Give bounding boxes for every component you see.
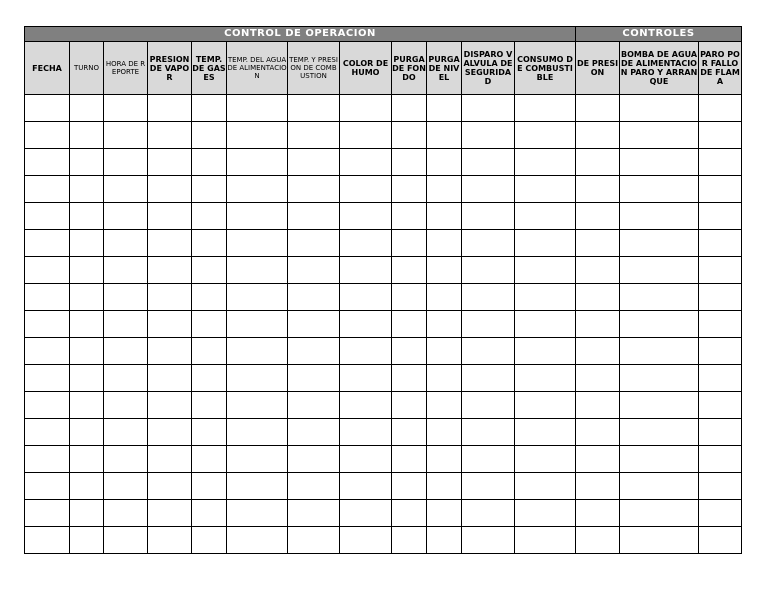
entry-cell[interactable] bbox=[699, 95, 742, 122]
entry-cell[interactable] bbox=[104, 500, 148, 527]
entry-cell[interactable] bbox=[192, 473, 227, 500]
entry-cell[interactable] bbox=[70, 230, 104, 257]
entry-cell[interactable] bbox=[699, 284, 742, 311]
entry-cell[interactable] bbox=[227, 122, 288, 149]
entry-cell[interactable] bbox=[515, 149, 576, 176]
entry-cell[interactable] bbox=[427, 203, 462, 230]
entry-cell[interactable] bbox=[427, 392, 462, 419]
entry-cell[interactable] bbox=[427, 149, 462, 176]
entry-cell[interactable] bbox=[340, 203, 392, 230]
entry-cell[interactable] bbox=[462, 365, 515, 392]
entry-cell[interactable] bbox=[288, 284, 340, 311]
entry-cell[interactable] bbox=[70, 95, 104, 122]
entry-cell[interactable] bbox=[70, 149, 104, 176]
entry-cell[interactable] bbox=[515, 95, 576, 122]
entry-cell[interactable] bbox=[620, 95, 699, 122]
entry-cell[interactable] bbox=[699, 176, 742, 203]
entry-cell[interactable] bbox=[227, 365, 288, 392]
col-header-temp-agua-alimentacion: TEMP. DEL AGUA DE ALIMENTACION bbox=[227, 42, 288, 95]
entry-cell[interactable] bbox=[25, 473, 70, 500]
col-header-paro-fallo-flama: PARO POR FALLO DE FLAMA bbox=[699, 42, 742, 95]
entry-cell[interactable] bbox=[104, 338, 148, 365]
entry-cell[interactable] bbox=[392, 122, 427, 149]
entry-cell[interactable] bbox=[462, 95, 515, 122]
entry-cell[interactable] bbox=[620, 176, 699, 203]
entry-cell[interactable] bbox=[392, 392, 427, 419]
entry-cell[interactable] bbox=[462, 392, 515, 419]
entry-cell[interactable] bbox=[515, 500, 576, 527]
entry-cell[interactable] bbox=[70, 257, 104, 284]
entry-cell[interactable] bbox=[620, 284, 699, 311]
entry-cell[interactable] bbox=[462, 230, 515, 257]
entry-cell[interactable] bbox=[340, 446, 392, 473]
entry-cell[interactable] bbox=[427, 122, 462, 149]
entry-cell[interactable] bbox=[148, 446, 192, 473]
entry-cell[interactable] bbox=[192, 338, 227, 365]
entry-cell[interactable] bbox=[576, 95, 620, 122]
entry-cell[interactable] bbox=[25, 95, 70, 122]
entry-cell[interactable] bbox=[392, 203, 427, 230]
entry-cell[interactable] bbox=[25, 257, 70, 284]
entry-cell[interactable] bbox=[576, 446, 620, 473]
entry-cell[interactable] bbox=[104, 446, 148, 473]
col-header-purga-fondo: PURGA DE FONDO bbox=[392, 42, 427, 95]
col-header-consumo-combustible: CONSUMO DE COMBUSTIBLE bbox=[515, 42, 576, 95]
entry-cell[interactable] bbox=[576, 284, 620, 311]
entry-cell[interactable] bbox=[25, 527, 70, 554]
entry-cell[interactable] bbox=[104, 392, 148, 419]
entry-cell[interactable] bbox=[104, 176, 148, 203]
entry-cell[interactable] bbox=[25, 365, 70, 392]
entry-cell[interactable] bbox=[192, 95, 227, 122]
entry-cell[interactable] bbox=[340, 392, 392, 419]
entry-cell[interactable] bbox=[515, 122, 576, 149]
entry-cell[interactable] bbox=[340, 122, 392, 149]
entry-cell[interactable] bbox=[227, 95, 288, 122]
entry-cell[interactable] bbox=[620, 257, 699, 284]
entry-cell[interactable] bbox=[699, 122, 742, 149]
entry-cell[interactable] bbox=[515, 473, 576, 500]
entry-cell[interactable] bbox=[192, 203, 227, 230]
entry-cell[interactable] bbox=[192, 419, 227, 446]
entry-cell[interactable] bbox=[620, 500, 699, 527]
entry-cell[interactable] bbox=[392, 257, 427, 284]
entry-cell[interactable] bbox=[427, 446, 462, 473]
table-row bbox=[25, 176, 742, 203]
entry-cell[interactable] bbox=[25, 203, 70, 230]
table-row bbox=[25, 122, 742, 149]
operation-group-header: CONTROL DE OPERACION bbox=[25, 27, 576, 42]
entry-cell[interactable] bbox=[192, 527, 227, 554]
entry-cell[interactable] bbox=[227, 392, 288, 419]
entry-cell[interactable] bbox=[392, 365, 427, 392]
entry-cell[interactable] bbox=[104, 419, 148, 446]
entry-cell[interactable] bbox=[515, 176, 576, 203]
entry-cell[interactable] bbox=[576, 176, 620, 203]
entry-cell[interactable] bbox=[340, 419, 392, 446]
entry-cell[interactable] bbox=[699, 419, 742, 446]
entry-cell[interactable] bbox=[462, 473, 515, 500]
operation-log-form bbox=[24, 26, 742, 554]
entry-cell[interactable] bbox=[25, 338, 70, 365]
entry-cell[interactable] bbox=[25, 176, 70, 203]
entry-cell[interactable] bbox=[227, 500, 288, 527]
entry-cell[interactable] bbox=[288, 392, 340, 419]
entry-cell[interactable] bbox=[148, 176, 192, 203]
table-row bbox=[25, 257, 742, 284]
entry-cell[interactable] bbox=[192, 311, 227, 338]
table-row bbox=[25, 284, 742, 311]
entry-cell[interactable] bbox=[620, 365, 699, 392]
entry-cell[interactable] bbox=[148, 500, 192, 527]
entry-cell[interactable] bbox=[192, 284, 227, 311]
entry-cell[interactable] bbox=[192, 230, 227, 257]
entry-cell[interactable] bbox=[427, 311, 462, 338]
entry-cell[interactable] bbox=[515, 338, 576, 365]
entry-cell[interactable] bbox=[25, 446, 70, 473]
entry-cell[interactable] bbox=[340, 176, 392, 203]
entry-cell[interactable] bbox=[462, 203, 515, 230]
entry-cell[interactable] bbox=[515, 311, 576, 338]
entry-cell[interactable] bbox=[576, 311, 620, 338]
entry-cell[interactable] bbox=[620, 473, 699, 500]
entry-cell[interactable] bbox=[148, 419, 192, 446]
col-header-color-humo: COLOR DE HUMO bbox=[340, 42, 392, 95]
entry-cell[interactable] bbox=[427, 284, 462, 311]
col-header-de-presion: DE PRESION bbox=[576, 42, 620, 95]
entry-cell[interactable] bbox=[25, 284, 70, 311]
entry-cell[interactable] bbox=[515, 284, 576, 311]
table-row bbox=[25, 311, 742, 338]
entry-cell[interactable] bbox=[70, 311, 104, 338]
entry-cell[interactable] bbox=[340, 284, 392, 311]
entry-cell[interactable] bbox=[148, 122, 192, 149]
entry-cell[interactable] bbox=[699, 500, 742, 527]
entry-cell[interactable] bbox=[462, 257, 515, 284]
table-row bbox=[25, 446, 742, 473]
col-header-presion-vapor: PRESION DE VAPOR bbox=[148, 42, 192, 95]
entry-cell[interactable] bbox=[288, 95, 340, 122]
entry-cell[interactable] bbox=[340, 500, 392, 527]
entry-cell[interactable] bbox=[227, 527, 288, 554]
entry-cell[interactable] bbox=[699, 203, 742, 230]
entry-cell[interactable] bbox=[515, 203, 576, 230]
entry-cell[interactable] bbox=[288, 419, 340, 446]
entry-cell[interactable] bbox=[699, 392, 742, 419]
entry-cell[interactable] bbox=[288, 338, 340, 365]
entry-cell[interactable] bbox=[392, 473, 427, 500]
entry-cell[interactable] bbox=[427, 473, 462, 500]
entry-cell[interactable] bbox=[104, 473, 148, 500]
entry-cell[interactable] bbox=[25, 392, 70, 419]
entry-cell[interactable] bbox=[462, 122, 515, 149]
entry-cell[interactable] bbox=[148, 257, 192, 284]
column-header-row bbox=[25, 42, 742, 95]
entry-cell[interactable] bbox=[104, 230, 148, 257]
entry-cell[interactable] bbox=[620, 446, 699, 473]
entry-cell[interactable] bbox=[340, 230, 392, 257]
entry-cell[interactable] bbox=[392, 419, 427, 446]
entry-cell[interactable] bbox=[288, 257, 340, 284]
col-header-temp-presion-combustion: TEMP. Y PRESION DE COMBUSTION bbox=[288, 42, 340, 95]
entry-cell[interactable] bbox=[104, 122, 148, 149]
entry-cell[interactable] bbox=[699, 338, 742, 365]
entry-cell[interactable] bbox=[104, 311, 148, 338]
entry-cell[interactable] bbox=[227, 257, 288, 284]
table-row bbox=[25, 392, 742, 419]
entry-cell[interactable] bbox=[576, 419, 620, 446]
entry-cell[interactable] bbox=[227, 149, 288, 176]
col-header-fecha: FECHA bbox=[25, 42, 70, 95]
entry-cell[interactable] bbox=[104, 149, 148, 176]
entry-cell[interactable] bbox=[227, 311, 288, 338]
entry-cell[interactable] bbox=[70, 473, 104, 500]
entry-cell[interactable] bbox=[25, 500, 70, 527]
entry-cell[interactable] bbox=[392, 149, 427, 176]
entry-cell[interactable] bbox=[192, 257, 227, 284]
entry-cell[interactable] bbox=[70, 338, 104, 365]
entry-cell[interactable] bbox=[576, 500, 620, 527]
entry-cell[interactable] bbox=[576, 365, 620, 392]
entry-cell[interactable] bbox=[148, 365, 192, 392]
entry-cell[interactable] bbox=[427, 338, 462, 365]
table-row bbox=[25, 419, 742, 446]
entry-cell[interactable] bbox=[104, 95, 148, 122]
entry-cell[interactable] bbox=[620, 149, 699, 176]
entry-cell[interactable] bbox=[340, 257, 392, 284]
table-row bbox=[25, 338, 742, 365]
entry-cell[interactable] bbox=[288, 500, 340, 527]
entry-cell[interactable] bbox=[227, 230, 288, 257]
col-header-disparo-valvula: DISPARO VALVULA DE SEGURIDAD bbox=[462, 42, 515, 95]
entry-cell[interactable] bbox=[25, 230, 70, 257]
entry-cell[interactable] bbox=[70, 365, 104, 392]
entry-cell[interactable] bbox=[699, 257, 742, 284]
entry-cell[interactable] bbox=[340, 95, 392, 122]
entry-cell[interactable] bbox=[620, 392, 699, 419]
entry-cell[interactable] bbox=[427, 419, 462, 446]
entry-cell[interactable] bbox=[148, 203, 192, 230]
entry-cell[interactable] bbox=[462, 446, 515, 473]
entry-cell[interactable] bbox=[288, 203, 340, 230]
entry-cell[interactable] bbox=[104, 284, 148, 311]
entry-cell[interactable] bbox=[620, 311, 699, 338]
table-row bbox=[25, 149, 742, 176]
entry-cell[interactable] bbox=[462, 338, 515, 365]
entry-cell[interactable] bbox=[25, 149, 70, 176]
entry-cell[interactable] bbox=[288, 473, 340, 500]
entry-cell[interactable] bbox=[227, 473, 288, 500]
entry-cell[interactable] bbox=[340, 338, 392, 365]
entry-cell[interactable] bbox=[148, 284, 192, 311]
entry-cell[interactable] bbox=[70, 500, 104, 527]
entry-cell[interactable] bbox=[70, 446, 104, 473]
entry-cell[interactable] bbox=[25, 311, 70, 338]
entry-cell[interactable] bbox=[288, 122, 340, 149]
entry-cell[interactable] bbox=[227, 419, 288, 446]
entry-cell[interactable] bbox=[515, 392, 576, 419]
entry-cell[interactable] bbox=[227, 284, 288, 311]
entry-cell[interactable] bbox=[699, 311, 742, 338]
col-header-purga-nivel: PURGA DE NIVEL bbox=[427, 42, 462, 95]
entry-cell[interactable] bbox=[148, 338, 192, 365]
entry-cell[interactable] bbox=[699, 446, 742, 473]
entry-cell[interactable] bbox=[192, 446, 227, 473]
entry-cell[interactable] bbox=[462, 527, 515, 554]
entry-cell[interactable] bbox=[427, 527, 462, 554]
entry-cell[interactable] bbox=[288, 311, 340, 338]
entry-cell[interactable] bbox=[392, 95, 427, 122]
entry-cell[interactable] bbox=[620, 122, 699, 149]
entry-cell[interactable] bbox=[227, 338, 288, 365]
entry-cell[interactable] bbox=[104, 365, 148, 392]
entry-cell[interactable] bbox=[70, 527, 104, 554]
table-row bbox=[25, 527, 742, 554]
entry-cell[interactable] bbox=[392, 176, 427, 203]
entry-cell[interactable] bbox=[576, 473, 620, 500]
col-header-hora-reporte: HORA DE REPORTE bbox=[104, 42, 148, 95]
entry-cell[interactable] bbox=[192, 149, 227, 176]
entry-cell[interactable] bbox=[70, 122, 104, 149]
entry-cell[interactable] bbox=[576, 203, 620, 230]
entry-cell[interactable] bbox=[576, 527, 620, 554]
entry-cell[interactable] bbox=[148, 473, 192, 500]
table-row bbox=[25, 365, 742, 392]
entry-cell[interactable] bbox=[25, 419, 70, 446]
entry-cell[interactable] bbox=[576, 230, 620, 257]
entry-cell[interactable] bbox=[104, 203, 148, 230]
entry-cell[interactable] bbox=[515, 419, 576, 446]
entry-cell[interactable] bbox=[699, 365, 742, 392]
entry-cell[interactable] bbox=[392, 527, 427, 554]
entry-cell[interactable] bbox=[620, 527, 699, 554]
entry-cell[interactable] bbox=[148, 392, 192, 419]
entry-cell[interactable] bbox=[340, 473, 392, 500]
entry-cell[interactable] bbox=[148, 149, 192, 176]
entry-cell[interactable] bbox=[340, 149, 392, 176]
table-row bbox=[25, 95, 742, 122]
entry-cell[interactable] bbox=[392, 338, 427, 365]
log-table bbox=[24, 26, 742, 554]
entry-cell[interactable] bbox=[515, 365, 576, 392]
entry-cell[interactable] bbox=[104, 257, 148, 284]
entry-cell[interactable] bbox=[340, 365, 392, 392]
entry-cell[interactable] bbox=[70, 203, 104, 230]
entry-cell[interactable] bbox=[699, 230, 742, 257]
entry-cell[interactable] bbox=[340, 527, 392, 554]
col-header-temp-gases: TEMP. DE GASES bbox=[192, 42, 227, 95]
entry-cell[interactable] bbox=[227, 446, 288, 473]
entry-cell[interactable] bbox=[288, 149, 340, 176]
col-header-bomba-agua: BOMBA DE AGUA DE ALIMENTACION PARO Y ARRANQUE bbox=[620, 42, 699, 95]
entry-cell[interactable] bbox=[288, 446, 340, 473]
entry-cell[interactable] bbox=[462, 284, 515, 311]
entry-cell[interactable] bbox=[427, 365, 462, 392]
entry-cell[interactable] bbox=[227, 203, 288, 230]
entry-cell[interactable] bbox=[288, 527, 340, 554]
entry-cell[interactable] bbox=[620, 419, 699, 446]
entry-cell[interactable] bbox=[288, 176, 340, 203]
entry-cell[interactable] bbox=[462, 176, 515, 203]
entry-cell[interactable] bbox=[192, 122, 227, 149]
entry-cell[interactable] bbox=[427, 176, 462, 203]
entry-cell[interactable] bbox=[70, 176, 104, 203]
entry-cell[interactable] bbox=[192, 500, 227, 527]
entry-cell[interactable] bbox=[462, 500, 515, 527]
controls-group-header: CONTROLES bbox=[576, 27, 742, 42]
entry-cell[interactable] bbox=[70, 392, 104, 419]
group-header-row bbox=[25, 27, 742, 42]
entry-cell[interactable] bbox=[576, 392, 620, 419]
entry-cell[interactable] bbox=[392, 446, 427, 473]
entry-cell[interactable] bbox=[192, 176, 227, 203]
entry-cell[interactable] bbox=[576, 338, 620, 365]
entry-cell[interactable] bbox=[392, 311, 427, 338]
entry-cell[interactable] bbox=[515, 257, 576, 284]
entry-cell[interactable] bbox=[427, 95, 462, 122]
table-row bbox=[25, 473, 742, 500]
col-header-turno: TURNO bbox=[70, 42, 104, 95]
entry-cell[interactable] bbox=[70, 419, 104, 446]
entry-cell[interactable] bbox=[340, 311, 392, 338]
entry-cell[interactable] bbox=[699, 149, 742, 176]
entry-cell[interactable] bbox=[576, 149, 620, 176]
entry-cell[interactable] bbox=[462, 419, 515, 446]
entry-cell[interactable] bbox=[192, 392, 227, 419]
entry-cell[interactable] bbox=[427, 257, 462, 284]
entry-cell[interactable] bbox=[104, 527, 148, 554]
entry-cell[interactable] bbox=[515, 230, 576, 257]
table-row bbox=[25, 230, 742, 257]
entry-cell[interactable] bbox=[148, 311, 192, 338]
entry-cell[interactable] bbox=[288, 365, 340, 392]
entry-cell[interactable] bbox=[148, 230, 192, 257]
entry-cell[interactable] bbox=[699, 473, 742, 500]
entry-cell[interactable] bbox=[620, 338, 699, 365]
entry-cell[interactable] bbox=[148, 95, 192, 122]
entry-cell[interactable] bbox=[227, 176, 288, 203]
entry-cell[interactable] bbox=[462, 149, 515, 176]
entry-cell[interactable] bbox=[576, 257, 620, 284]
entry-cell[interactable] bbox=[392, 500, 427, 527]
entry-cell[interactable] bbox=[25, 122, 70, 149]
entry-cell[interactable] bbox=[427, 230, 462, 257]
entry-cell[interactable] bbox=[192, 365, 227, 392]
entry-cell[interactable] bbox=[462, 311, 515, 338]
entry-cell[interactable] bbox=[288, 230, 340, 257]
entry-cell[interactable] bbox=[70, 284, 104, 311]
entry-cell[interactable] bbox=[392, 230, 427, 257]
entry-cell[interactable] bbox=[699, 527, 742, 554]
entry-cell[interactable] bbox=[515, 527, 576, 554]
table-row bbox=[25, 203, 742, 230]
entry-cell[interactable] bbox=[576, 122, 620, 149]
entry-cell[interactable] bbox=[620, 230, 699, 257]
entry-cell[interactable] bbox=[515, 446, 576, 473]
entry-cell[interactable] bbox=[392, 284, 427, 311]
entry-cell[interactable] bbox=[427, 500, 462, 527]
entry-cell[interactable] bbox=[148, 527, 192, 554]
table-row bbox=[25, 500, 742, 527]
entry-cell[interactable] bbox=[620, 203, 699, 230]
